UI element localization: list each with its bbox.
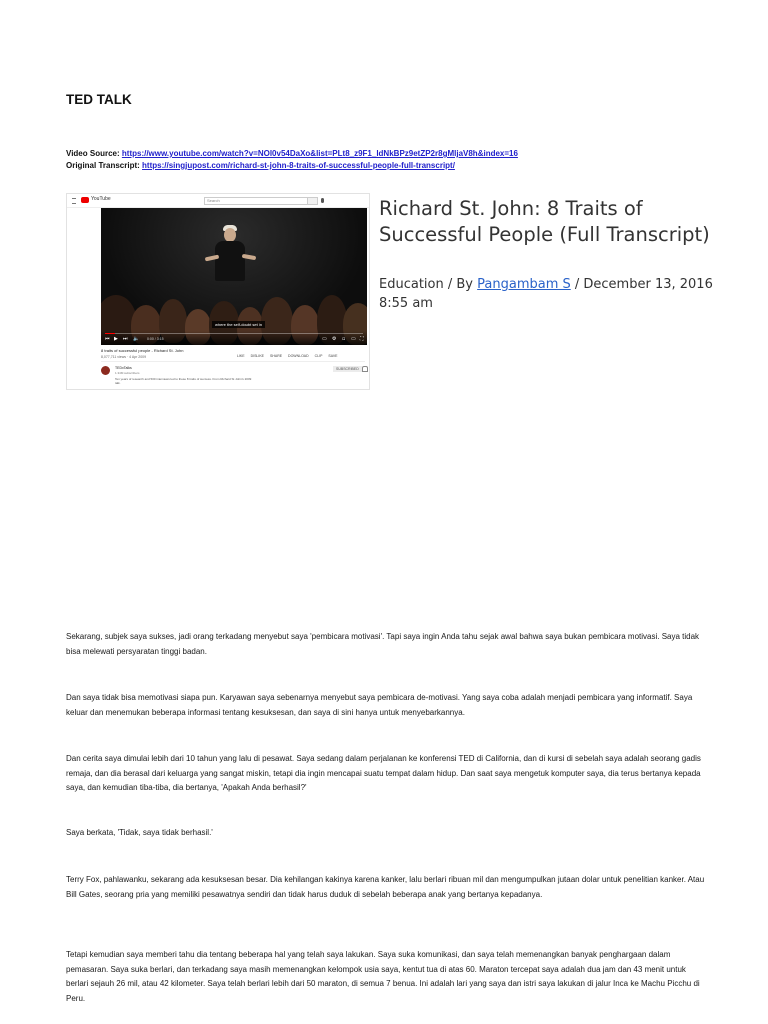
channel-description: Ten years of research and 500 interviews led to these 8 traits of success. From Richard St John's 2009 talk. <box>115 377 252 385</box>
paragraph: Terry Fox, pahlawanku, sekarang ada kesuksesan besar. Dia kehilangan kakinya karena kanker, lalu berlari ribuan mil dan mengumpulkan jutaan dolar untuk penelitian kanker. Atau Bill Gates, seorang pria yang memiliki pesawatnya sendiri dan tidak harus duduk di sebelah beberapa anak yang bertanya kepadanya. <box>66 875 705 899</box>
captions-icon: ▭ <box>322 336 327 342</box>
article-date: / December 13, 2016 8:55 am <box>379 277 713 311</box>
article-title: Richard St. John: 8 Traits of Successful People (Full Transcript) <box>379 197 710 246</box>
menu-icon <box>72 198 76 204</box>
player-controls <box>101 331 367 345</box>
time-display: 0:00 / 3:15 <box>147 337 164 341</box>
original-transcript-label: Original Transcript: <box>66 160 140 170</box>
like-action: LIKE <box>237 354 245 358</box>
video-caption: where the self-doubt set in <box>212 321 265 328</box>
original-transcript-link[interactable]: https://singjupost.com/richard-st-john-8-traits-of-successful-people-full-transcript/ <box>142 160 455 170</box>
original-transcript-line <box>66 160 518 172</box>
settings-icon: ⚙ <box>332 336 337 342</box>
channel-name: TEDxTalks <box>115 366 132 370</box>
video-frame <box>101 208 367 345</box>
fullscreen-icon: ⛶ <box>360 336 364 342</box>
article-meta <box>379 275 719 313</box>
bell-icon <box>362 366 368 372</box>
paragraph: Dan saya tidak bisa memotivasi siapa pun. Karyawan saya sebenarnya menyebut saya pembicara de-motivasi. Yang saya coba adalah menjadi pembicara yang informatif. Saya keluar dan menemukan beberapa informasi tentang kesuksesan, dan saya di sini hanya untuk menyebarkannya. <box>66 693 693 717</box>
video-source-link[interactable]: https://www.youtube.com/watch?v=NOl0v54DaXo&list=PLt8_z9F1_ldNkBPz9etZP2r8gMljaV8h&index=16 <box>121 149 518 158</box>
progress-fill <box>105 333 115 334</box>
speaker-head <box>224 228 236 242</box>
youtube-header <box>67 194 369 208</box>
youtube-wordmark: YouTube <box>91 196 111 202</box>
paragraph: Saya berkata, 'Tidak, saya tidak berhasil.' <box>66 828 213 837</box>
youtube-search-box: Search <box>204 197 308 205</box>
volume-icon: 🔈 <box>133 336 140 342</box>
video-screenshot <box>66 193 370 390</box>
paragraph: Tetapi kemudian saya memberi tahu dia tentang beberapa hal yang telah saya lakukan. Saya suka komunikasi, dan saya telah memenangkan banyak penghargaan dalam pemasaran. Saya suka berlari, dan terkadang saya masih memenangkan kelompok usia saya, kentut tua di atas 60. Maraton tercepat saya adalah dua jam dan 43 menit untuk berlari sejauh 26 mil, atau 42 kilometer. Saya telah berlari lebih dari 50 maraton, di semua 7 benua. Ini adalah lari yang saya dan istri saya lakukan di jalur Inca ke Machu Picchu di Peru. <box>66 950 700 1003</box>
search-icon <box>307 197 318 205</box>
video-title: 8 traits of successful people - Richard St. John <box>101 348 184 353</box>
author-link[interactable]: Pangambam S <box>477 277 571 292</box>
theater-icon: ▭ <box>351 336 356 342</box>
play-icon: ▶ <box>114 336 118 342</box>
channel-divider <box>101 361 365 362</box>
dislike-action: DISLIKE <box>250 354 265 358</box>
page-title: TED TALK <box>66 92 132 107</box>
miniplayer-icon: ▫ <box>342 336 346 342</box>
video-source-label: Video Source: <box>66 149 120 158</box>
channel-subscribers: 1.34M subscribers <box>115 371 140 375</box>
avatar <box>101 366 110 375</box>
video-meta: 8,077,711 views · 4 Apr 2009 <box>101 355 147 359</box>
sources-block <box>66 148 518 171</box>
article-by: / By <box>447 277 473 292</box>
paragraph: Dan cerita saya dimulai lebih dari 10 tahun yang lalu di pesawat. Saya sedang dalam perjalanan ke konferensi TED di California, dan di kursi di sebelah saya adalah seorang gadis remaja, dan dia berasal dari keluarga yang sangat miskin, tetapi dia ingin mencapai suatu tempat dalam hidup. Dan saat saya mengetuk komputer saya, dia terus bertanya kepada saya, dan kemudian tiba-tiba, dia bertanya, 'Apakah Anda berhasil?' <box>66 754 701 792</box>
share-action: SHARE <box>270 354 283 358</box>
subscribe-button: SUBSCRIBED <box>333 366 362 372</box>
microphone-icon <box>321 198 324 203</box>
clip-action: CLIP <box>314 354 323 358</box>
video-actions <box>237 354 343 358</box>
next-icon: ⏭ <box>123 336 128 342</box>
save-action: SAVE <box>328 354 338 358</box>
progress-track <box>105 333 363 334</box>
previous-icon: ⏮ <box>105 336 110 342</box>
download-action: DOWNLOAD <box>288 354 309 358</box>
video-source-line <box>66 148 518 160</box>
youtube-logo-icon <box>81 197 89 203</box>
paragraph: Sekarang, subjek saya sukses, jadi orang terkadang menyebut saya 'pembicara motivasi'. Tapi saya ingin Anda tahu sejak awal bahwa saya bukan pembicara motivasi. Saya tidak bisa melewati persyaratan tinggi badan. <box>66 632 700 656</box>
article-category: Education <box>379 277 444 292</box>
